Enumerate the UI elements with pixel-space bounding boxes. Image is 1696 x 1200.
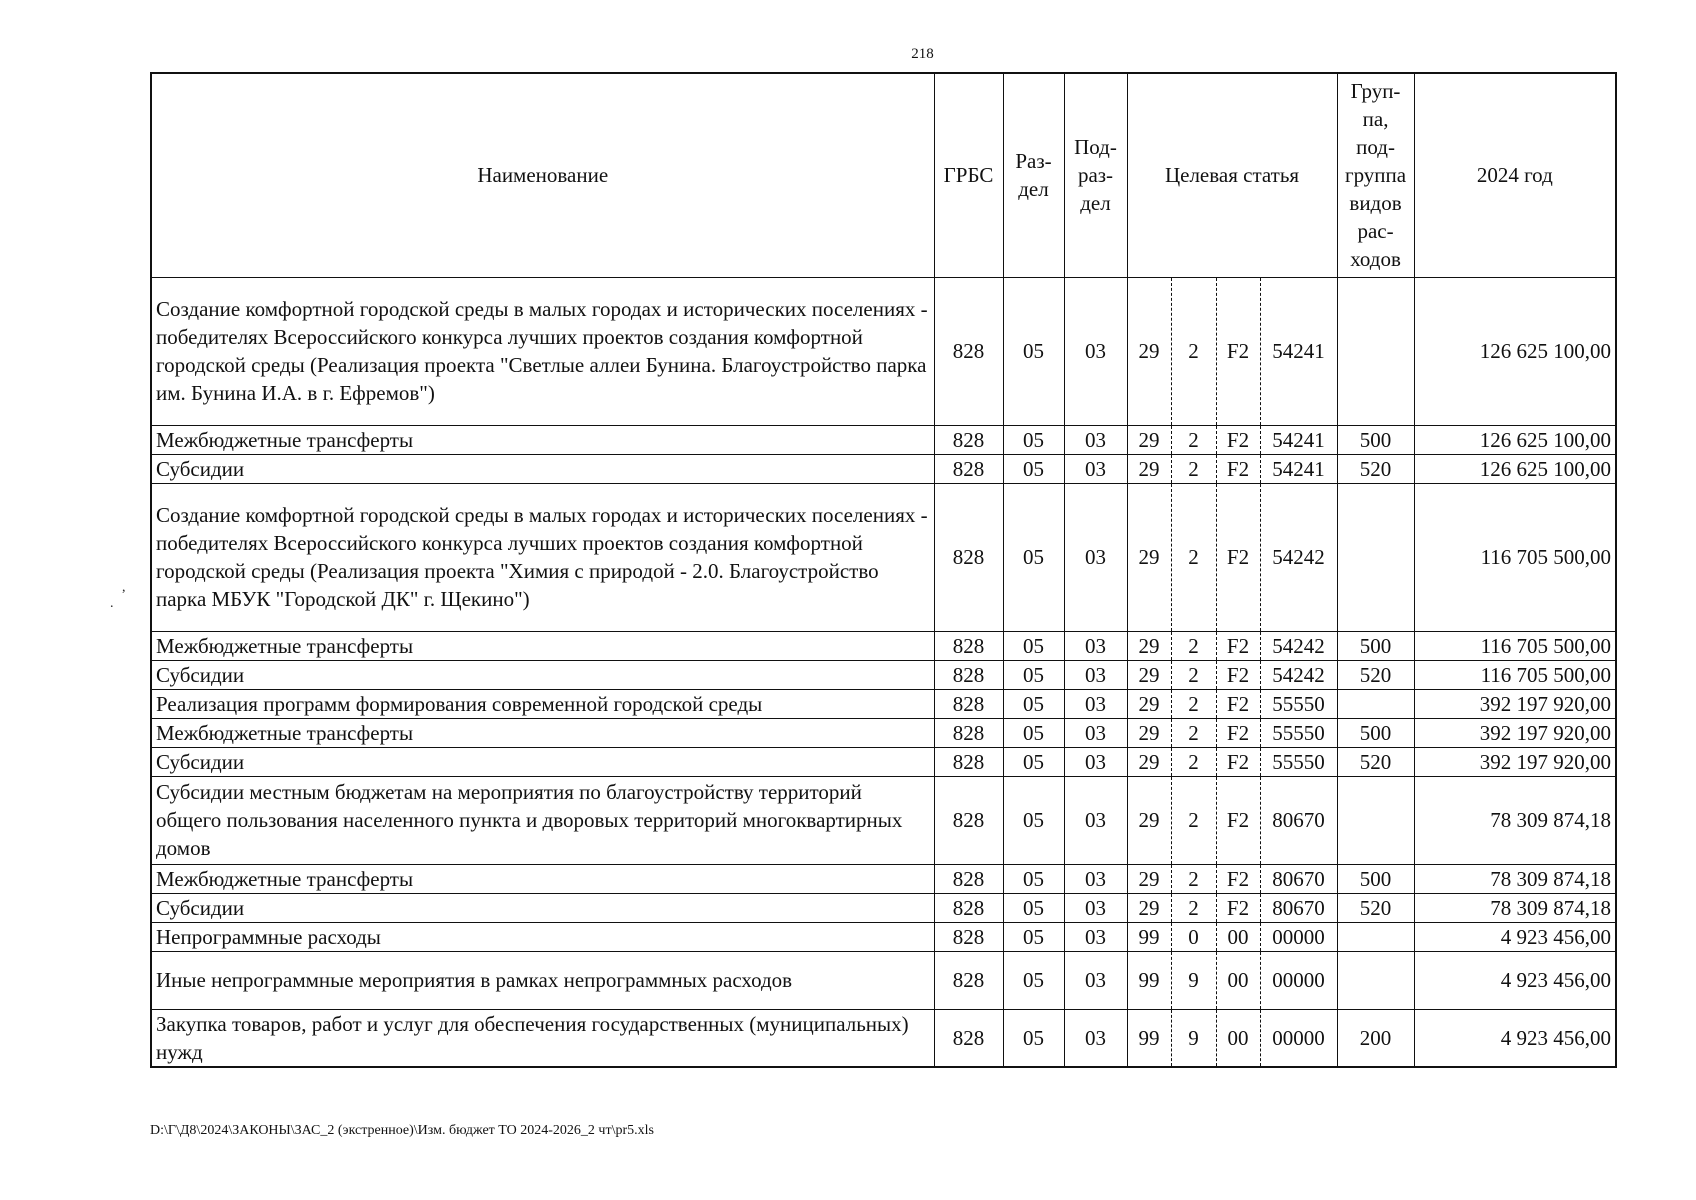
row-razdel: 05: [1003, 631, 1064, 660]
row-target-subprogram: 9: [1171, 951, 1216, 1009]
row-target-program: 99: [1127, 951, 1171, 1009]
row-razdel: 05: [1003, 951, 1064, 1009]
row-grbs: 828: [934, 483, 1003, 631]
row-target-subprogram: 0: [1171, 922, 1216, 951]
row-amount: 126 625 100,00: [1414, 425, 1616, 454]
row-target-program: 29: [1127, 776, 1171, 864]
row-razdel: 05: [1003, 922, 1064, 951]
row-target-program: 29: [1127, 454, 1171, 483]
row-grbs: 828: [934, 893, 1003, 922]
row-target-subprogram: 2: [1171, 483, 1216, 631]
row-target-project: F2: [1216, 718, 1260, 747]
row-grbs: 828: [934, 864, 1003, 893]
row-target-project: F2: [1216, 893, 1260, 922]
row-target-project: F2: [1216, 864, 1260, 893]
row-target-subprogram: 2: [1171, 660, 1216, 689]
row-razdel: 05: [1003, 1009, 1064, 1067]
row-razdel: 05: [1003, 277, 1064, 425]
table-row: [151, 631, 1616, 660]
row-target-direction: 54241: [1260, 454, 1337, 483]
row-target-direction: 00000: [1260, 1009, 1337, 1067]
header-razdel: Раз- дел: [1003, 73, 1064, 277]
row-target-subprogram: 2: [1171, 718, 1216, 747]
row-target-project: F2: [1216, 660, 1260, 689]
row-podrazdel: 03: [1064, 277, 1127, 425]
row-target-project: 00: [1216, 1009, 1260, 1067]
row-name: Субсидии: [151, 454, 934, 483]
header-group: Груп- па, под- группа видов рас- ходов: [1337, 73, 1414, 277]
table-row: [151, 454, 1616, 483]
row-target-direction: 54242: [1260, 483, 1337, 631]
row-name: Межбюджетные трансферты: [151, 864, 934, 893]
row-amount: 4 923 456,00: [1414, 922, 1616, 951]
row-grbs: 828: [934, 776, 1003, 864]
row-name: Закупка товаров, работ и услуг для обеспечения государственных (муниципальных) нужд: [151, 1009, 934, 1067]
row-grbs: 828: [934, 1009, 1003, 1067]
row-razdel: 05: [1003, 893, 1064, 922]
row-target-program: 99: [1127, 922, 1171, 951]
row-podrazdel: 03: [1064, 776, 1127, 864]
row-podrazdel: 03: [1064, 922, 1127, 951]
row-podrazdel: 03: [1064, 454, 1127, 483]
row-target-project: 00: [1216, 922, 1260, 951]
row-podrazdel: 03: [1064, 1009, 1127, 1067]
scan-mark: ,: [122, 580, 126, 595]
row-razdel: 05: [1003, 776, 1064, 864]
row-podrazdel: 03: [1064, 864, 1127, 893]
row-grbs: 828: [934, 951, 1003, 1009]
table-row: [151, 689, 1616, 718]
row-target-program: 29: [1127, 660, 1171, 689]
row-target-direction: 54242: [1260, 631, 1337, 660]
table-header: [151, 73, 1616, 277]
row-podrazdel: 03: [1064, 483, 1127, 631]
row-podrazdel: 03: [1064, 718, 1127, 747]
budget-table: [150, 72, 1617, 1068]
row-target-direction: 00000: [1260, 951, 1337, 1009]
row-name: Субсидии: [151, 660, 934, 689]
row-razdel: 05: [1003, 747, 1064, 776]
row-group: 520: [1337, 893, 1414, 922]
row-target-subprogram: 2: [1171, 425, 1216, 454]
row-name: Межбюджетные трансферты: [151, 718, 934, 747]
row-group: 520: [1337, 454, 1414, 483]
table-row: [151, 922, 1616, 951]
row-target-subprogram: 2: [1171, 776, 1216, 864]
row-podrazdel: 03: [1064, 951, 1127, 1009]
row-amount: 126 625 100,00: [1414, 277, 1616, 425]
table-row: [151, 425, 1616, 454]
row-target-program: 99: [1127, 1009, 1171, 1067]
row-name: Субсидии местным бюджетам на мероприятия по благоустройству территорий общего пользования населенного пункта и дворовых территорий многоквартирных домов: [151, 776, 934, 864]
header-target: Целевая статья: [1127, 73, 1337, 277]
row-target-subprogram: 2: [1171, 454, 1216, 483]
row-razdel: 05: [1003, 864, 1064, 893]
row-target-subprogram: 2: [1171, 689, 1216, 718]
row-target-program: 29: [1127, 277, 1171, 425]
row-amount: 78 309 874,18: [1414, 893, 1616, 922]
row-target-direction: 54241: [1260, 277, 1337, 425]
row-target-subprogram: 2: [1171, 864, 1216, 893]
row-name: Субсидии: [151, 893, 934, 922]
row-grbs: 828: [934, 277, 1003, 425]
row-amount: 78 309 874,18: [1414, 776, 1616, 864]
row-razdel: 05: [1003, 689, 1064, 718]
row-target-program: 29: [1127, 425, 1171, 454]
row-group: [1337, 922, 1414, 951]
row-grbs: 828: [934, 454, 1003, 483]
row-podrazdel: 03: [1064, 631, 1127, 660]
row-group: 500: [1337, 631, 1414, 660]
row-group: 200: [1337, 1009, 1414, 1067]
row-razdel: 05: [1003, 660, 1064, 689]
row-target-program: 29: [1127, 631, 1171, 660]
scan-mark: .: [110, 596, 114, 611]
table-row: [151, 277, 1616, 425]
table-row: [151, 747, 1616, 776]
row-target-project: F2: [1216, 425, 1260, 454]
row-target-direction: 55550: [1260, 689, 1337, 718]
table-row: [151, 864, 1616, 893]
table-row: [151, 660, 1616, 689]
row-razdel: 05: [1003, 454, 1064, 483]
row-grbs: 828: [934, 718, 1003, 747]
page-number: 218: [911, 46, 934, 62]
row-target-program: 29: [1127, 483, 1171, 631]
row-amount: 392 197 920,00: [1414, 747, 1616, 776]
row-group: 500: [1337, 864, 1414, 893]
row-amount: 4 923 456,00: [1414, 1009, 1616, 1067]
row-target-program: 29: [1127, 718, 1171, 747]
row-target-direction: 80670: [1260, 776, 1337, 864]
row-grbs: 828: [934, 425, 1003, 454]
row-grbs: 828: [934, 689, 1003, 718]
row-amount: 116 705 500,00: [1414, 660, 1616, 689]
row-group: 520: [1337, 660, 1414, 689]
row-target-direction: 55550: [1260, 747, 1337, 776]
row-grbs: 828: [934, 631, 1003, 660]
table-body: [151, 277, 1616, 1067]
row-razdel: 05: [1003, 718, 1064, 747]
row-target-direction: 55550: [1260, 718, 1337, 747]
row-podrazdel: 03: [1064, 425, 1127, 454]
row-name: Межбюджетные трансферты: [151, 631, 934, 660]
row-group: [1337, 689, 1414, 718]
row-amount: 4 923 456,00: [1414, 951, 1616, 1009]
row-target-subprogram: 9: [1171, 1009, 1216, 1067]
table-row: [151, 1009, 1616, 1067]
row-razdel: 05: [1003, 483, 1064, 631]
row-amount: 392 197 920,00: [1414, 718, 1616, 747]
table-row: [151, 893, 1616, 922]
row-amount: 116 705 500,00: [1414, 631, 1616, 660]
row-target-project: F2: [1216, 454, 1260, 483]
row-target-direction: 80670: [1260, 893, 1337, 922]
row-podrazdel: 03: [1064, 689, 1127, 718]
header-year: 2024 год: [1414, 73, 1616, 277]
row-amount: 116 705 500,00: [1414, 483, 1616, 631]
row-target-project: F2: [1216, 776, 1260, 864]
footer-file-path: D:\Г\Д8\2024\ЗАКОНЫ\ЗАС_2 (экстренное)\Изм. бюджет ТО 2024-2026_2 чт\pr5.xls: [150, 1123, 654, 1138]
row-group: [1337, 277, 1414, 425]
row-target-program: 29: [1127, 864, 1171, 893]
row-target-direction: 00000: [1260, 922, 1337, 951]
row-group: 520: [1337, 747, 1414, 776]
row-target-subprogram: 2: [1171, 747, 1216, 776]
table-row: [151, 776, 1616, 864]
row-amount: 392 197 920,00: [1414, 689, 1616, 718]
row-name: Иные непрограммные мероприятия в рамках непрограммных расходов: [151, 951, 934, 1009]
row-group: [1337, 483, 1414, 631]
row-podrazdel: 03: [1064, 660, 1127, 689]
row-name: Создание комфортной городской среды в малых городах и исторических поселениях - победителях Всероссийского конкурса лучших проектов создания комфортной городской среды (Реализация проекта "Химия с природой - 2.0. Благоустройство парка МБУК "Городской ДК" г. Щекино"): [151, 483, 934, 631]
row-group: 500: [1337, 718, 1414, 747]
row-grbs: 828: [934, 747, 1003, 776]
row-name: Реализация программ формирования современной городской среды: [151, 689, 934, 718]
table-row: [151, 718, 1616, 747]
row-target-subprogram: 2: [1171, 277, 1216, 425]
row-target-direction: 80670: [1260, 864, 1337, 893]
row-amount: 126 625 100,00: [1414, 454, 1616, 483]
row-name: Межбюджетные трансферты: [151, 425, 934, 454]
row-target-project: 00: [1216, 951, 1260, 1009]
row-group: [1337, 951, 1414, 1009]
row-grbs: 828: [934, 922, 1003, 951]
header-name: Наименование: [151, 73, 934, 277]
row-group: 500: [1337, 425, 1414, 454]
row-razdel: 05: [1003, 425, 1064, 454]
row-target-subprogram: 2: [1171, 893, 1216, 922]
row-target-project: F2: [1216, 689, 1260, 718]
row-group: [1337, 776, 1414, 864]
row-grbs: 828: [934, 660, 1003, 689]
row-podrazdel: 03: [1064, 893, 1127, 922]
table-row: [151, 951, 1616, 1009]
row-name: Создание комфортной городской среды в малых городах и исторических поселениях - победителях Всероссийского конкурса лучших проектов создания комфортной городской среды (Реализация проекта "Светлые аллеи Бунина. Благоустройство парка им. Бунина И.А. в г. Ефремов"): [151, 277, 934, 425]
row-target-project: F2: [1216, 277, 1260, 425]
row-target-direction: 54242: [1260, 660, 1337, 689]
row-target-program: 29: [1127, 747, 1171, 776]
row-target-program: 29: [1127, 689, 1171, 718]
row-name: Субсидии: [151, 747, 934, 776]
header-grbs: ГРБС: [934, 73, 1003, 277]
row-target-project: F2: [1216, 483, 1260, 631]
row-podrazdel: 03: [1064, 747, 1127, 776]
row-target-direction: 54241: [1260, 425, 1337, 454]
row-target-project: F2: [1216, 631, 1260, 660]
table-row: [151, 483, 1616, 631]
row-target-project: F2: [1216, 747, 1260, 776]
row-amount: 78 309 874,18: [1414, 864, 1616, 893]
row-target-subprogram: 2: [1171, 631, 1216, 660]
row-target-program: 29: [1127, 893, 1171, 922]
header-podrazdel: Под- раз- дел: [1064, 73, 1127, 277]
row-name: Непрограммные расходы: [151, 922, 934, 951]
